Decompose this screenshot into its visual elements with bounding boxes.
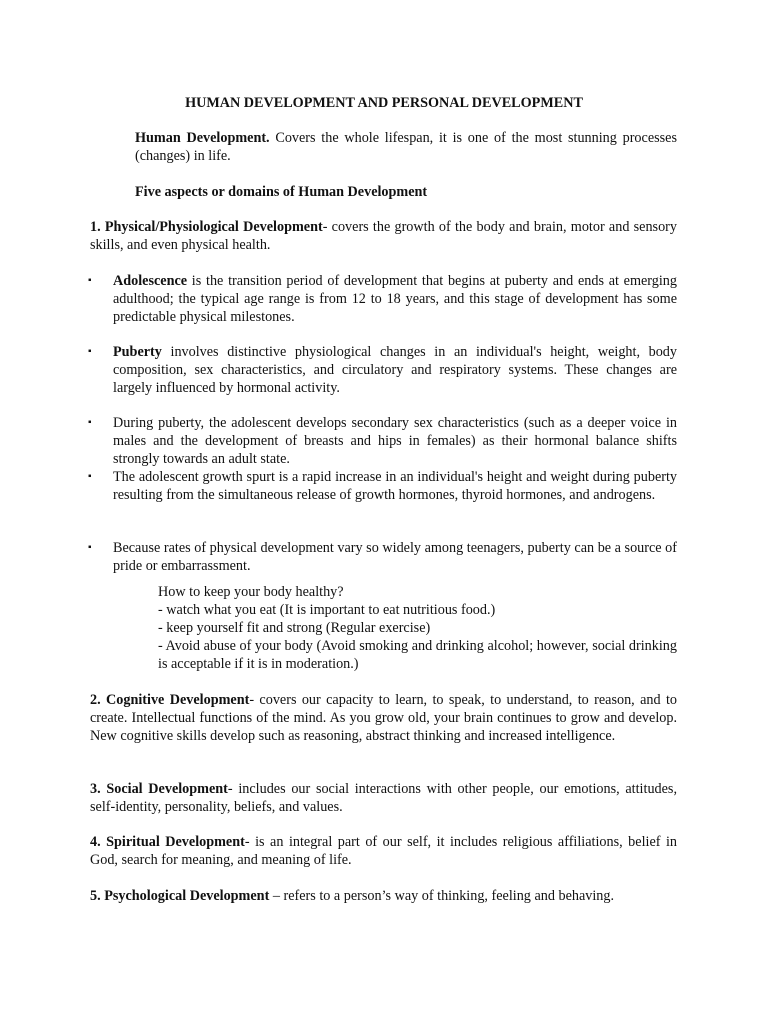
bullet-text: is the transition period of development that begins at puberty and ends at emerging adulthood; the typical age range is from 12 to 18 years, and this stage of development has some predictable physical milestones. — [113, 273, 677, 325]
domain-label: 1. Physical/Physiological Development — [90, 219, 323, 235]
domain-label: 5. Psychological Development — [90, 888, 270, 904]
healthy-tips — [158, 583, 677, 673]
bullet-marker: ▪ — [88, 417, 92, 428]
bullet-marker: ▪ — [88, 275, 92, 286]
healthy-tip: - watch what you eat (It is important to eat nutritious food.) — [158, 602, 496, 618]
domain-spiritual — [90, 833, 677, 869]
bullet-adolescence — [113, 272, 677, 326]
domain-text: - includes our social interactions with other people, our emotions, attitudes, self-identity, personality, beliefs, and values. — [90, 781, 677, 815]
intro-paragraph — [135, 129, 677, 165]
domain-label: 4. Spiritual Development — [90, 834, 245, 850]
domain-label: 3. Social Development — [90, 781, 228, 797]
bullet-term: Adolescence — [113, 273, 188, 289]
intro-text: Covers the whole lifespan, it is one of the most stunning processes (changes) in life. — [135, 130, 677, 164]
bullet-growth-spurt: The adolescent growth spurt is a rapid increase in an individual's height and weight during puberty resulting from the simultaneous release of growth hormones, thyroid hormones, and androgens. — [113, 469, 677, 503]
bullet-text: involves distinctive physiological changes in an individual's height, weight, body composition, sex characteristics, and circulatory and respiratory systems. These changes are largely influenced by hormonal activity. — [113, 344, 677, 396]
domain-physical — [90, 218, 677, 254]
bullet-marker: ▪ — [88, 471, 92, 482]
page-title: HUMAN DEVELOPMENT AND PERSONAL DEVELOPMENT — [185, 95, 583, 111]
domain-label: 2. Cognitive Development — [90, 692, 250, 708]
healthy-heading: How to keep your body healthy? — [158, 584, 344, 600]
domain-text: - is an integral part of our self, it includes religious affiliations, belief in God, search for meaning, and meaning of life. — [90, 834, 678, 868]
domain-text: - covers our capacity to learn, to speak, to understand, to reason, and to create. Intellectual functions of the mind. As you grow old, your brain continues to grow and develop. New cognitive skills develop such as reasoning, abstract thinking and increased intelligence. — [90, 692, 677, 744]
domain-cognitive — [90, 691, 677, 745]
bullet-marker: ▪ — [88, 542, 92, 553]
aspects-heading: Five aspects or domains of Human Development — [135, 184, 428, 200]
healthy-tip: - keep yourself fit and strong (Regular exercise) — [158, 620, 431, 636]
domain-text: - covers the growth of the body and brain, motor and sensory skills, and even physical health. — [90, 219, 677, 253]
bullet-marker: ▪ — [88, 346, 92, 357]
intro-term: Human Development. — [135, 130, 270, 146]
domain-social — [90, 780, 677, 816]
bullet-secondary-sex: During puberty, the adolescent develops secondary sex characteristics (such as a deeper voice in males and the development of breasts and hips in females) as their hormonal balance shifts strongly towards an adult state. — [113, 415, 677, 467]
domain-psychological — [90, 887, 677, 905]
bullet-puberty — [113, 343, 677, 397]
bullet-term: Puberty — [113, 344, 162, 360]
healthy-tip: - Avoid abuse of your body (Avoid smoking and drinking alcohol; however, social drinking is acceptable if it is in moderation.) — [158, 638, 677, 672]
domain-text: – refers to a person’s way of thinking, feeling and behaving. — [269, 888, 615, 904]
bullet-rates: Because rates of physical development vary so widely among teenagers, puberty can be a source of pride or embarrassment. — [113, 540, 677, 574]
